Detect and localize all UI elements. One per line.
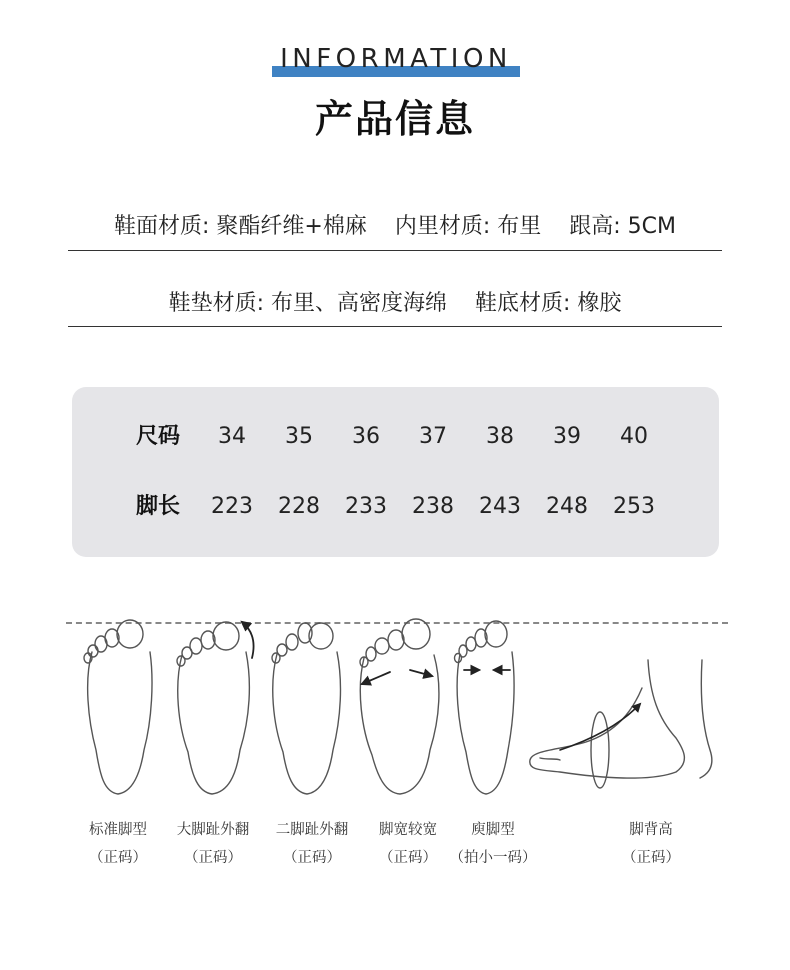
size-value: 36 xyxy=(352,424,380,449)
foot-type-advice: （正码） xyxy=(89,850,147,866)
size-value: 39 xyxy=(553,424,581,449)
foot-length-value: 233 xyxy=(345,494,387,519)
foot-type-advice: （正码） xyxy=(283,850,341,866)
foot-length-label: 脚长 xyxy=(136,494,181,519)
foot-length-value: 228 xyxy=(278,494,320,519)
narrow-foot-icon xyxy=(455,621,515,794)
english-title-block xyxy=(272,42,520,78)
foot-type-advice: （正码） xyxy=(622,850,680,866)
outsole-material: 鞋底材质: 橡胶 xyxy=(475,290,622,316)
wide-foot-icon xyxy=(360,619,439,794)
standard-foot-icon xyxy=(84,620,152,794)
material-info-row-2 xyxy=(68,281,722,321)
foot-type-advice: （正码） xyxy=(379,850,437,866)
foot-length-value: 223 xyxy=(211,494,253,519)
material-info-row-1 xyxy=(68,204,722,244)
size-value: 38 xyxy=(486,424,514,449)
heel-height: 跟高: 5CM xyxy=(569,213,676,239)
foot-length-value: 253 xyxy=(613,494,655,519)
foot-type-guide xyxy=(0,600,790,890)
lining-material: 内里材质: 布里 xyxy=(394,213,542,239)
divider xyxy=(68,326,722,327)
page-title: 产品信息 xyxy=(314,97,475,141)
english-title: INFORMATION xyxy=(280,44,512,74)
size-chart xyxy=(72,387,719,557)
foot-length-value: 248 xyxy=(546,494,588,519)
foot-length-row xyxy=(72,487,719,527)
foot-length-value: 243 xyxy=(479,494,521,519)
upper-material: 鞋面材质: 聚酯纤维+棉麻 xyxy=(114,213,367,239)
size-value: 35 xyxy=(285,424,313,449)
size-value: 40 xyxy=(620,424,648,449)
second-toe-valgus-foot-icon xyxy=(272,623,340,794)
foot-type-advice: （正码） xyxy=(184,850,242,866)
foot-type-name: 脚背高 xyxy=(629,822,673,838)
big-toe-valgus-foot-icon xyxy=(177,622,254,794)
divider xyxy=(68,250,722,251)
foot-type-name: 脚宽较宽 xyxy=(379,822,437,838)
high-instep-foot-icon xyxy=(530,660,712,788)
foot-type-name: 大脚趾外翻 xyxy=(176,822,250,838)
size-row xyxy=(72,417,719,457)
foot-type-name: 庾脚型 xyxy=(471,822,515,838)
insole-material: 鞋垫材质: 布里、高密度海绵 xyxy=(168,290,447,316)
foot-length-value: 238 xyxy=(412,494,454,519)
foot-illustrations xyxy=(0,600,790,810)
size-value: 37 xyxy=(419,424,447,449)
size-value: 34 xyxy=(218,424,246,449)
foot-type-name: 二脚趾外翻 xyxy=(275,822,349,838)
foot-type-name: 标准脚型 xyxy=(89,822,147,838)
header xyxy=(0,0,790,150)
foot-type-advice: （拍小一码） xyxy=(449,850,537,866)
size-label: 尺码 xyxy=(136,424,181,449)
